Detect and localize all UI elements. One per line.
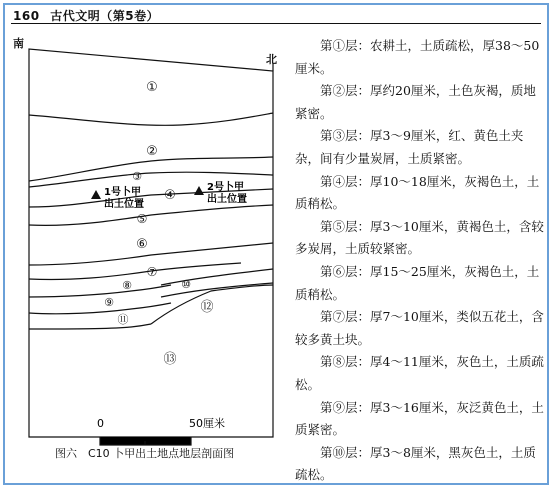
stratigraphic-profile-figure xyxy=(11,29,291,469)
marker-1-triangle-icon xyxy=(91,190,101,199)
layer-desc-1: 第①层：农耕土，土质疏松，厚38～50厘米。 xyxy=(295,38,540,76)
marker-2-triangle-icon xyxy=(194,186,204,195)
profile-drawing xyxy=(11,29,291,469)
layer-desc-6: 第⑥层：厚15～25厘米，灰褐色土，土质稍松。 xyxy=(295,263,540,302)
layer-label-3: ③ xyxy=(132,170,142,183)
south-label: 南 xyxy=(13,37,24,50)
book-title: 古代文明（第5卷） xyxy=(50,9,160,23)
boundary-10-top xyxy=(161,269,273,285)
running-head xyxy=(13,7,159,24)
layer-label-6: ⑥ xyxy=(136,237,148,252)
layer-desc-9: 第⑨层：厚3～16厘米，灰泛黄色土，土质紧密。 xyxy=(295,399,544,438)
layer-label-9: ⑨ xyxy=(104,296,114,309)
layer-label-10: ⑩ xyxy=(181,278,191,291)
layer-desc-3: 第③层：厚3～9厘米，红、黄色土夹杂，间有少量炭屑，土质紧密。 xyxy=(295,128,524,166)
scale-bar xyxy=(100,437,191,445)
layer-label-5: ⑤ xyxy=(136,212,148,226)
layer-label-8: ⑧ xyxy=(122,279,132,292)
boundary-1-2 xyxy=(29,113,273,125)
boundary-8-9 xyxy=(29,285,171,297)
page-number: 160 xyxy=(13,9,40,23)
scale-fifty: 50厘米 xyxy=(189,417,225,430)
layer-label-1: ① xyxy=(146,80,158,95)
boundary-11-13 xyxy=(29,324,151,329)
boundary-6-7 xyxy=(29,243,273,265)
layer-description xyxy=(295,35,547,487)
marker-1 xyxy=(91,185,144,210)
profile-outline xyxy=(29,49,273,437)
marker-2 xyxy=(194,180,247,205)
scale-zero: 0 xyxy=(97,417,104,430)
boundary-9-11 xyxy=(29,303,171,314)
layer-label-4: ④ xyxy=(164,188,176,203)
layer-desc-2: 第②层：厚约20厘米，土色灰褐，质地紧密。 xyxy=(295,83,536,121)
layer-desc-10: 第⑩层：厚3～8厘米，黑灰色土，土质疏松。 xyxy=(295,444,536,483)
north-label: 北 xyxy=(266,53,277,66)
header-rule xyxy=(11,23,541,24)
boundary-5-6 xyxy=(29,205,273,225)
layer-label-13: ⑬ xyxy=(163,352,177,367)
layer-desc-5: 第⑤层：厚3～10厘米，黄褐色土，含较多炭屑，土质较紧密。 xyxy=(295,218,544,257)
layer-label-11: ⑪ xyxy=(117,313,129,326)
marker-1-line1: 1号卜甲 xyxy=(104,187,141,198)
boundary-2-3 xyxy=(29,157,273,181)
layer-desc-8: 第⑧层：厚4～11厘米，灰色土，土质疏松。 xyxy=(295,354,544,392)
marker-2-line1: 2号卜甲 xyxy=(207,182,244,193)
layer-label-2: ② xyxy=(146,144,158,159)
figure-caption: 图六 C10 卜甲出土地点地层剖面图 xyxy=(55,447,235,460)
marker-2-line2: 出土位置 xyxy=(207,194,247,205)
layer-desc-7: 第⑦层：厚7～10厘米，类似五花土，含较多黄土块。 xyxy=(295,309,544,347)
layer-desc-4: 第④层：厚10～18厘米，灰褐色土，土质稍松。 xyxy=(295,173,540,212)
layer-label-12: ⑫ xyxy=(200,300,214,315)
marker-1-line2: 出土位置 xyxy=(104,199,144,210)
layer-label-7: ⑦ xyxy=(146,265,158,279)
book-page xyxy=(3,3,549,485)
